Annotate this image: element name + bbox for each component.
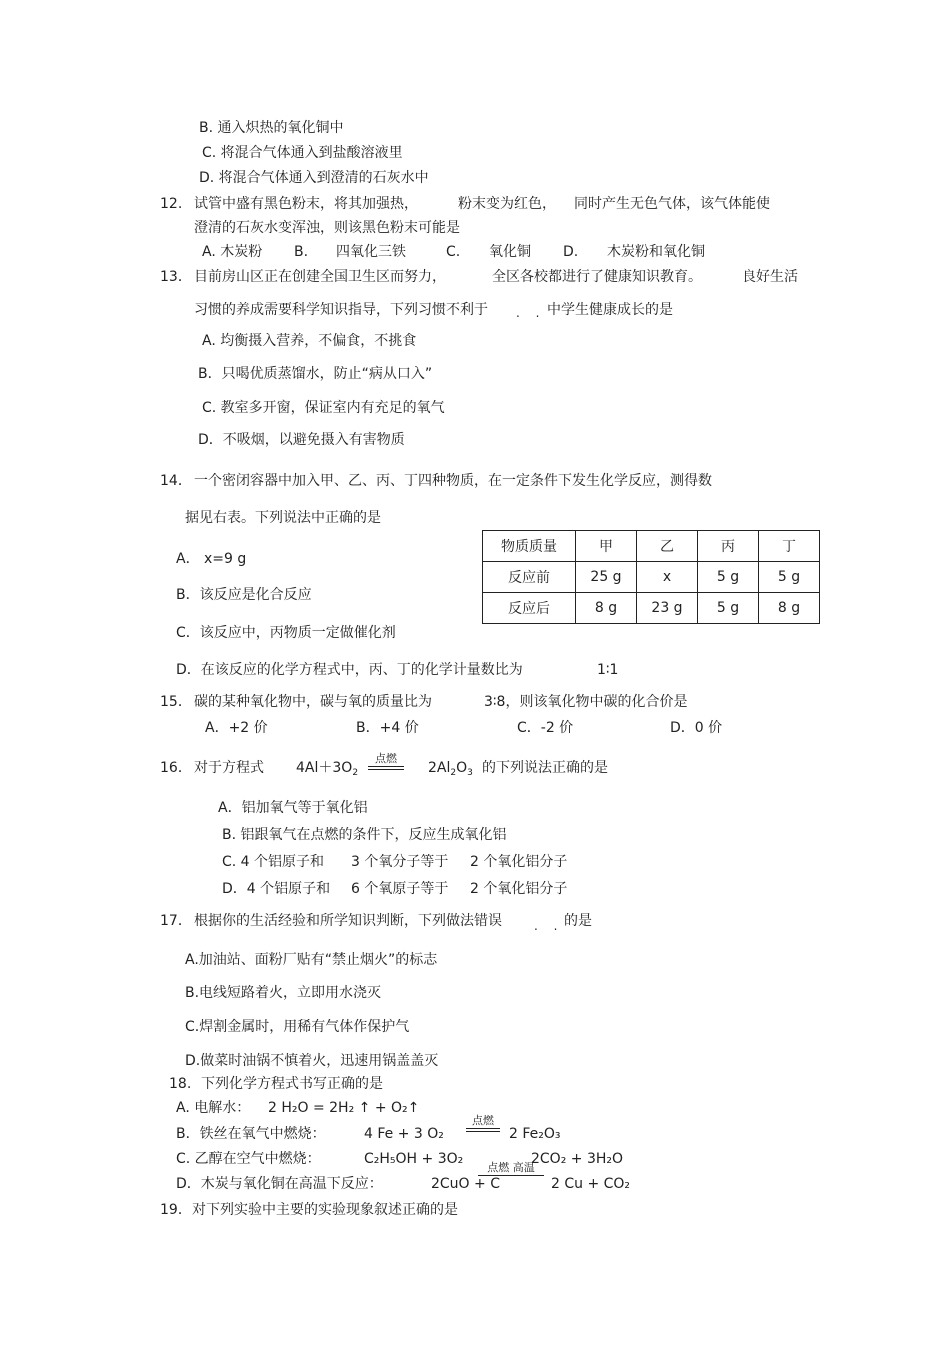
mass-table [482, 530, 820, 624]
q16-number: 16． [160, 760, 192, 776]
q16-option-c-part3: 2 个氧化铝分子 [470, 854, 568, 870]
q16-option-d-part3: 2 个氧化铝分子 [470, 881, 568, 897]
q18-option-d-label: D．木炭与氧化铜在高温下反应： [176, 1176, 383, 1192]
q18-option-c-left: C₂H₅OH + 3O₂ [364, 1151, 464, 1167]
q18-option-d-left: 2CuO + C [431, 1176, 500, 1192]
q17-tail: 的是 [564, 913, 592, 929]
q15-option-b: B．+4 价 [356, 720, 419, 736]
q14-line1: 一个密闭容器中加入甲、乙、丙、丁四种物质，在一定条件下发生化学反应，测得数 [194, 473, 712, 489]
table-cell: 5 g [759, 562, 820, 593]
q16-option-d-part2: 6 个氧原子等于 [351, 881, 449, 897]
q16-equation-right: $2Al_2O_3$ [428, 760, 473, 778]
q12-line2: 澄清的石灰水变浑浊，则该黑色粉末可能是 [194, 220, 460, 236]
q16-text: 对于方程式 [194, 760, 264, 776]
q12-option-c-label: C. [446, 244, 461, 260]
q15-option-d: D．0 价 [670, 720, 723, 736]
q12-option-b-text: 四氧化三铁 [336, 244, 406, 260]
q14-option-b: B．该反应是化合反应 [176, 587, 312, 603]
table-header-cell: 物质质量 [483, 531, 576, 562]
q16-reaction-condition: 点燃 [368, 753, 404, 770]
q13-line1b: 全区各校都进行了健康知识教育。 [492, 269, 702, 285]
q12-option-b-label: B. [294, 244, 309, 260]
q17-text: 根据你的生活经验和所学知识判断，下列做法错误 [194, 913, 502, 929]
q11-option-b: B. 通入炽热的氧化铜中 [199, 120, 344, 136]
table-cell: 5 g [698, 562, 759, 593]
q14-line2: 据见右表。下列说法中正确的是 [185, 510, 381, 526]
q18-option-b-right: 2 Fe₂O₃ [509, 1126, 561, 1142]
q18-option-d-right: 2 Cu + CO₂ [551, 1176, 631, 1192]
q12-option-c-text: 氧化铜 [489, 244, 531, 260]
q12-line1c: 同时产生无色气体，该气体能使 [574, 196, 770, 212]
table-cell: 5 g [698, 593, 759, 624]
table-cell: 23 g [637, 593, 698, 624]
q16-option-c-part2: 3 个氧分子等于 [351, 854, 449, 870]
q15-option-a: A．+2 价 [205, 720, 268, 736]
table-cell: 反应后 [483, 593, 576, 624]
q16-equation-left: $4Al+3O_2$ [296, 760, 359, 778]
table-cell: 8 g [576, 593, 637, 624]
q18-option-b-left: 4 Fe + 3 O₂ [364, 1126, 444, 1142]
q16-tail: 的下列说法正确的是 [482, 760, 608, 776]
q18-option-a-equation: 2 H₂O = 2H₂ ↑ + O₂↑ [268, 1100, 420, 1116]
table-header-cell: 丁 [759, 531, 820, 562]
table-cell: 8 g [759, 593, 820, 624]
q18-option-a-label: A. 电解水： [176, 1100, 251, 1116]
q15-number: 15． [160, 694, 192, 710]
q14-option-c: C．该反应中，丙物质一定做催化剂 [176, 625, 396, 641]
q14-option-a: A． x=9 g [176, 551, 247, 567]
q13-option-a: A. 均衡摄入营养，不偏食，不挑食 [202, 333, 417, 349]
q12-line1b: 粉末变为红色， [458, 196, 556, 212]
q19-text: 对下列实验中主要的实验现象叙述正确的是 [192, 1202, 458, 1218]
q18-text: 下列化学方程式书写正确的是 [201, 1076, 383, 1092]
q12-line1a: 试管中盛有黑色粉末，将其加强热， [194, 196, 418, 212]
table-header-cell: 乙 [637, 531, 698, 562]
q12-option-d-label: D. [563, 244, 579, 260]
q18-option-c-right: 2CO₂ + 3H₂O [531, 1151, 624, 1167]
q18-option-d-condition: 点燃 高温 [478, 1162, 544, 1176]
q18-option-c-label: C. 乙醇在空气中燃烧： [176, 1151, 321, 1167]
q14-option-d-ratio: 1∶1 [597, 662, 619, 678]
q13-line1a: 目前房山区正在创建全国卫生区而努力， [194, 269, 446, 285]
q16-option-a: A．铝加氧气等于氧化铝 [218, 800, 368, 816]
table-row [483, 593, 820, 624]
table-cell: 反应前 [483, 562, 576, 593]
table-row [483, 562, 820, 593]
q15-line1b: 3∶8，则该氧化物中碳的化合价是 [484, 694, 688, 710]
q13-number: 13． [160, 269, 192, 285]
q14-option-d: D．在该反应的化学方程式中，丙、丁的化学计量数比为 [176, 662, 523, 678]
q14-number: 14． [160, 473, 192, 489]
q17-number: 17． [160, 913, 192, 929]
q13-emphasis-dots: . . [516, 306, 546, 320]
table-cell: x [637, 562, 698, 593]
q12-option-d-text: 木炭粉和氧化铜 [607, 244, 705, 260]
q13-line2a: 习惯的养成需要科学知识指导，下列习惯不利于 [194, 302, 488, 318]
q12-option-a: A. 木炭粉 [202, 244, 263, 260]
q11-option-d: D. 将混合气体通入到澄清的石灰水中 [199, 170, 429, 186]
q15-line1a: 碳的某种氧化物中，碳与氧的质量比为 [194, 694, 432, 710]
q13-line2b: 中学生健康成长的是 [547, 302, 673, 318]
table-header-cell: 丙 [698, 531, 759, 562]
q18-option-b-condition: 点燃 [466, 1115, 500, 1132]
q16-option-c-part1: C. 4 个铝原子和 [222, 854, 325, 870]
q13-option-d: D．不吸烟，以避免摄入有害物质 [198, 432, 405, 448]
q18-number: 18. [169, 1076, 192, 1092]
q17-option-a: A.加油站、面粉厂贴有“禁止烟火”的标志 [185, 952, 438, 968]
q15-option-c: C．-2 价 [517, 720, 574, 736]
q17-option-b: B.电线短路着火，立即用水浇灭 [185, 985, 382, 1001]
table-cell: 25 g [576, 562, 637, 593]
q11-option-c: C. 将混合气体通入到盐酸溶液里 [202, 145, 403, 161]
q19-number: 19． [160, 1202, 192, 1218]
table-header-cell: 甲 [576, 531, 637, 562]
table-header-row [483, 531, 820, 562]
q13-option-c: C. 教室多开窗，保证室内有充足的氧气 [202, 400, 445, 416]
q13-option-b: B．只喝优质蒸馏水，防止“病从口入” [198, 366, 433, 382]
q17-emphasis-dots: . . [534, 919, 564, 933]
q17-option-c: C.焊割金属时，用稀有气体作保护气 [185, 1019, 410, 1035]
q18-option-b-label: B．铁丝在氧气中燃烧： [176, 1126, 326, 1142]
q13-line1c: 良好生活 [742, 269, 798, 285]
q16-option-d-part1: D．4 个铝原子和 [222, 881, 331, 897]
q16-option-b: B. 铝跟氧气在点燃的条件下，反应生成氧化铝 [222, 827, 507, 843]
q17-option-d: D.做菜时油锅不慎着火，迅速用锅盖盖灭 [185, 1053, 439, 1069]
q12-number: 12. [160, 196, 183, 212]
